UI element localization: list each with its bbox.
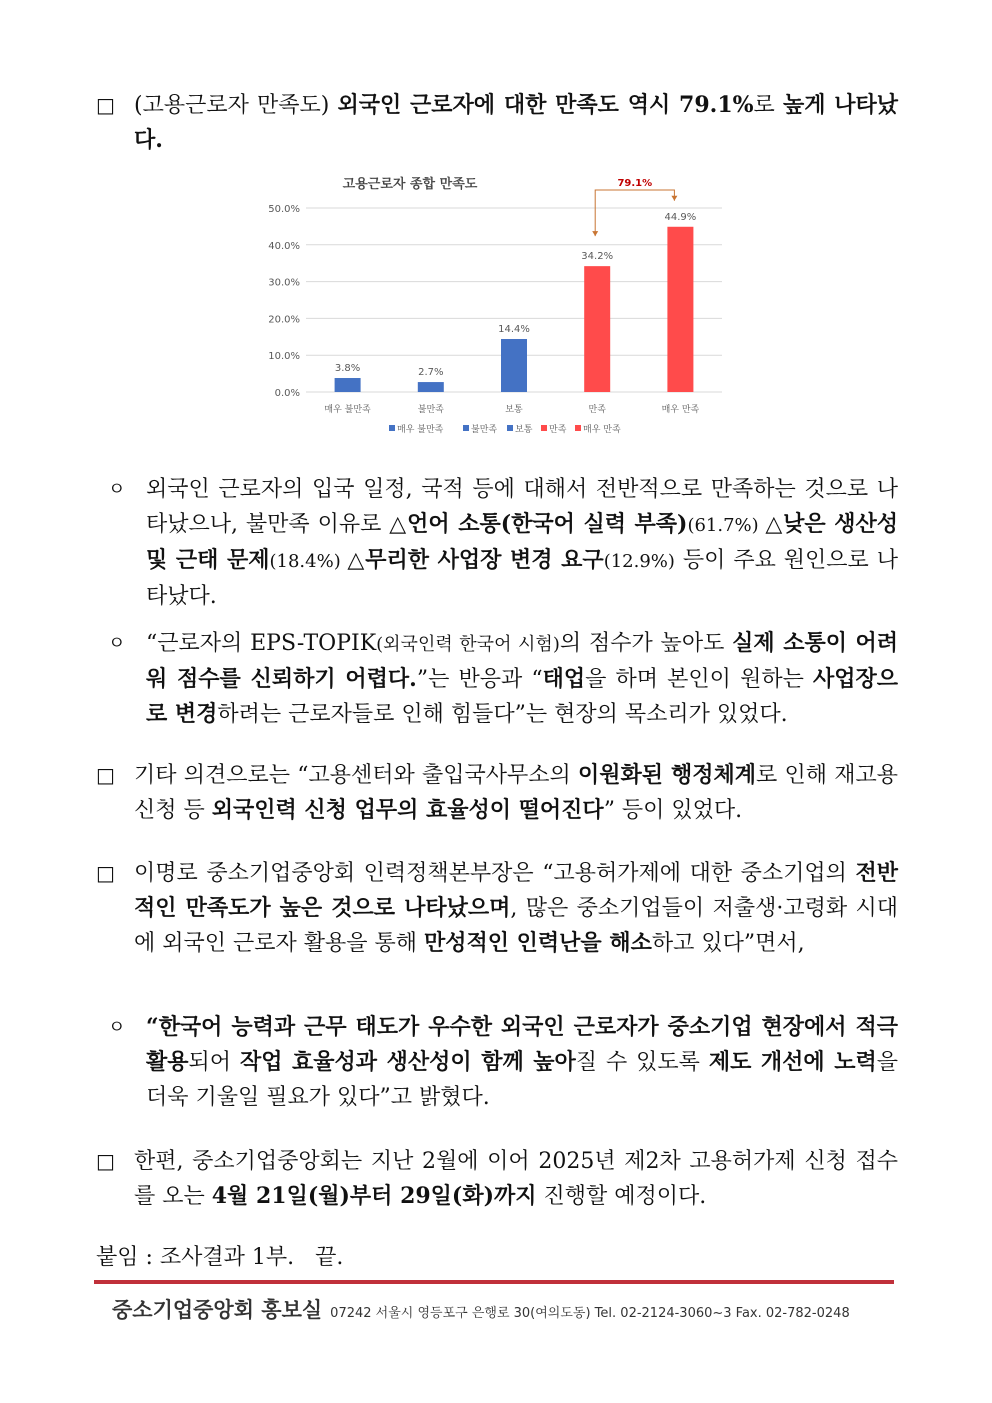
paragraph-body: 이명로 중소기업중앙회 인력정책본부장은 “고용허가제에 대한 중소기업의 전반적인 만족도가 높은 것으로 나타났으며, 많은 중소기업들이 저출생·고령화 시대에 외국인 근로자 활용을 통해 만성적인 인력난을 해소하고 있다”면서, — [134, 860, 898, 956]
y-tick-label: 30.0% — [268, 277, 300, 289]
legend-swatch — [463, 425, 469, 431]
paragraph-body: (고용근로자 만족도) 외국인 근로자에 대한 만족도 역시 79.1%로 높게 나타났다. — [134, 92, 899, 153]
reason-body: 외국인 근로자의 입국 일정, 국적 등에 대해서 전반적으로 만족하는 것으로 나타났으나, 불만족 이유로 △언어 소통(한국어 실력 부족)(61.7%) △낮은 생산성 및 근태 문제(18.4%) △무리한 사업장 변경 요구(12.9%) 등이 주요 원인으로 나타났다. — [146, 477, 898, 609]
x-tick-label: 불만족 — [417, 405, 444, 415]
chart-title: 고용근로자 종합 만족도 — [342, 177, 478, 192]
quote-item — [108, 626, 898, 732]
bar — [667, 227, 693, 392]
director-quote-item — [108, 1010, 898, 1115]
legend-swatch — [575, 425, 581, 431]
bullet-square: □ — [96, 1149, 115, 1173]
y-tick-label: 10.0% — [268, 351, 300, 363]
paragraph-satisfaction — [96, 88, 898, 158]
bar — [335, 378, 361, 392]
legend-swatch — [541, 425, 547, 431]
arrowhead — [671, 196, 677, 201]
legend-label: 만족 — [549, 425, 567, 435]
y-tick-label: 20.0% — [268, 314, 300, 326]
paragraph-other-opinions — [96, 758, 898, 828]
y-tick-label: 50.0% — [268, 204, 300, 215]
arrowhead — [592, 231, 598, 236]
paragraph-body: 한편, 중소기업중앙회는 지난 2월에 이어 2025년 제2차 고용허가제 신청 접수를 오는 4월 21일(월)부터 29일(화)까지 진행할 예정이다. — [134, 1149, 898, 1209]
bar — [418, 382, 444, 392]
satisfaction-bar-chart — [262, 168, 732, 440]
footer-divider — [94, 1280, 894, 1284]
x-tick-label: 매우 불만족 — [324, 405, 371, 415]
attachment-note: 붙임 : 조사결과 1부. 끝. — [96, 1245, 344, 1270]
legend-label: 불만족 — [471, 425, 498, 435]
paragraph-body: 기타 의견으로는 “고용센터와 출입국사무소의 이원화된 행정체계로 인해 재고용신청 등 외국인력 신청 업무의 효율성이 떨어진다” 등이 있었다. — [134, 762, 898, 823]
bullet-square: □ — [96, 861, 115, 885]
paragraph-director-statement — [96, 856, 898, 961]
bullet-circle: ㅇ — [108, 1017, 126, 1038]
bar-value-label: 44.9% — [664, 211, 697, 223]
legend-swatch — [389, 425, 395, 431]
quote-body: “근로자의 EPS-TOPIK(외국인력 한국어 시험)의 점수가 높아도 실제 소통이 어려워 점수를 신뢰하기 어렵다.”는 반응과 “태업을 하며 본인이 원하는 사업장으로 변경하려는 근로자들로 인해 힘들다”는 현장의 목소리가 있었다. — [146, 630, 898, 727]
legend-label: 매우 만족 — [583, 425, 621, 435]
bar-value-label: 14.4% — [498, 324, 530, 336]
bullet-circle: ㅇ — [108, 633, 126, 654]
annotation-label: 79.1% — [617, 178, 653, 189]
bullet-square: □ — [96, 763, 115, 787]
y-tick-label: 0.0% — [274, 388, 300, 399]
bullet-circle: ㅇ — [108, 479, 126, 500]
footer-organization: 중소기업중앙회 홍보실 — [112, 1298, 323, 1322]
reason-item — [108, 472, 898, 614]
bar-value-label: 3.8% — [334, 363, 361, 375]
x-tick-label: 만족 — [588, 405, 606, 415]
y-tick-label: 40.0% — [268, 240, 300, 252]
legend-label: 매우 불만족 — [397, 425, 444, 435]
x-tick-label: 보통 — [505, 405, 523, 415]
bullet-square: □ — [96, 93, 115, 117]
x-tick-label: 매우 만족 — [661, 405, 700, 415]
footer — [112, 1294, 912, 1324]
bar-value-label: 34.2% — [581, 251, 614, 263]
annotation-bracket — [595, 190, 674, 236]
bar-value-label: 2.7% — [418, 367, 444, 379]
bar — [584, 266, 610, 392]
legend-swatch — [507, 425, 513, 431]
footer-contact: 07242 서울시 영등포구 은행로 30(여의도동) Tel. 02-2124-3060~3 Fax. 02-782-0248 — [330, 1306, 850, 1321]
quote-body: “한국어 능력과 근무 태도가 우수한 외국인 근로자가 중소기업 현장에서 적극 활용되어 작업 효율성과 생산성이 함께 높아질 수 있도록 제도 개선에 노력을 더욱 기울일 필요가 있다”고 밝혔다. — [146, 1014, 899, 1110]
legend-label: 보통 — [515, 425, 533, 435]
paragraph-application-schedule — [96, 1144, 898, 1214]
bar — [501, 339, 527, 392]
